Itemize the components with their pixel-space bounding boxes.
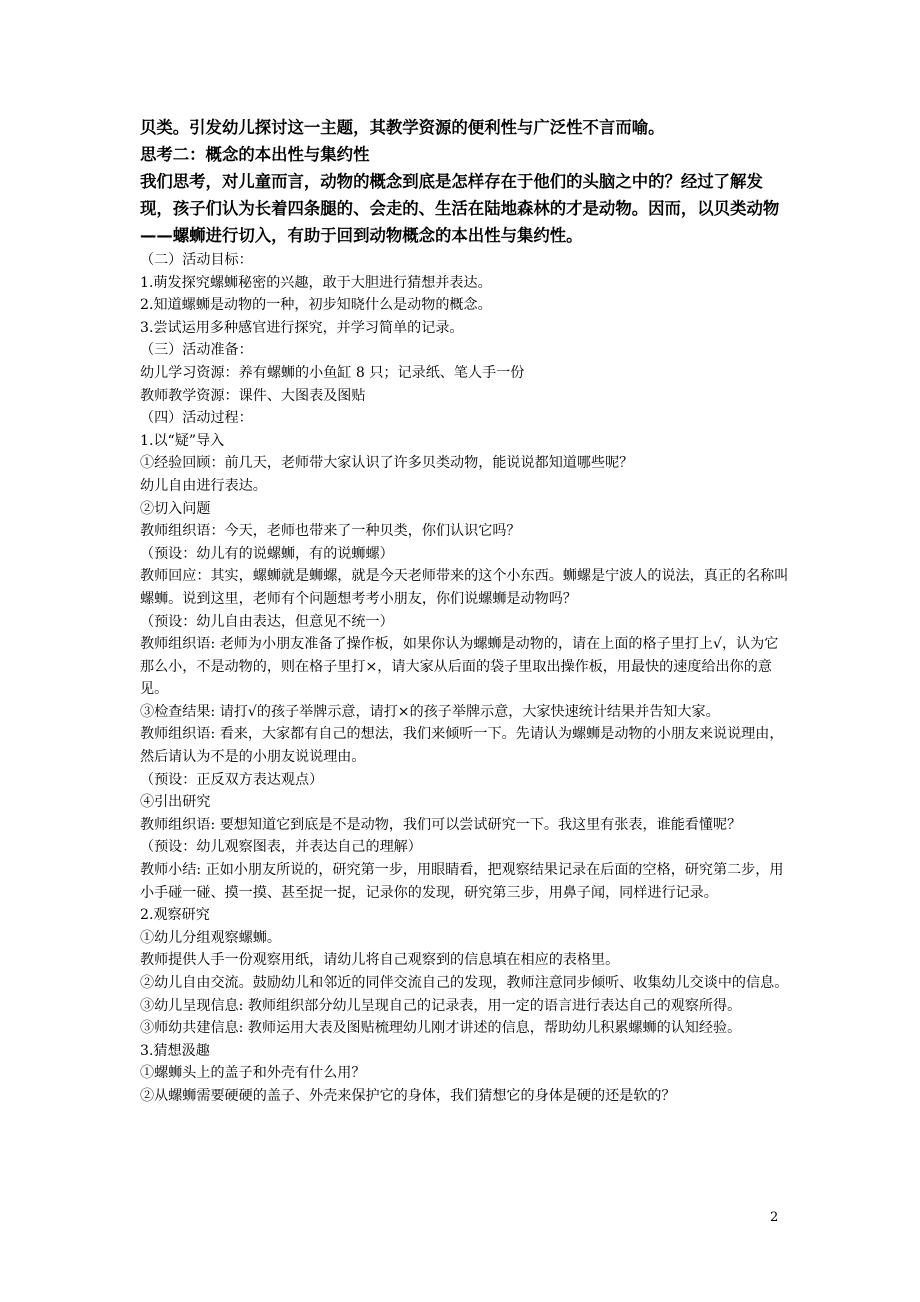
paragraph: 教师组织语: 要想知道它到底是不是动物，我们可以尝试研究一下。我这里有张表，谁能看懂呢？ [140, 816, 742, 833]
paragraph: 幼儿自由进行表达。 [140, 477, 267, 494]
page-number: 2 [770, 1210, 779, 1225]
paragraph: 教师小结: 正如小朋友所说的，研究第一步，用眼睛看，把观察结果记录在后面的空格，研究第二步，用小手碰一碰、摸一摸、甚至捉一捉，记录你的发现，研究第三步，用鼻子闻，同样进行记录。 [140, 862, 784, 901]
paragraph: 教师提供人手一份观察用纸，请幼儿将自己观察到的信息填在相应的表格里。 [140, 952, 620, 969]
paragraph: 教师组织语: 看来，大家都有自己的想法，我们来倾听一下。先请认为螺蛳是动物的小朋友来说说理由，然后请认为不是的小朋友说说理由。 [140, 726, 784, 766]
step-heading: 1.以“疑”导入 [140, 432, 225, 449]
page-content [140, 114, 792, 1108]
paragraph: ③幼儿呈现信息: 教师组织部分幼儿呈现自己的记录表，用一定的语言进行表达自己的观察所得。 [140, 997, 742, 1014]
section-heading: （二）活动目标： [140, 252, 253, 268]
paragraph: （预设：正反双方表达观点） [140, 771, 324, 788]
paragraph: 教师回应：其实，螺蛳就是蛳螺，就是今天老师带来的这个小东西。蛳螺是宁波人的说法，真正的名称叫螺蛳。说到这里，老师有个问题想考考小朋友，你们说螺蛳是动物吗？ [140, 568, 789, 607]
list-item: 3.尝试运用多种感官进行探究，并学习简单的记录。 [140, 319, 464, 336]
paragraph: ③师幼共建信息: 教师运用大表及图贴梳理幼儿刚才讲述的信息，帮助幼儿积累螺蛳的认知经验。 [140, 1020, 742, 1037]
list-item: 1.萌发探究螺蛳秘密的兴趣，敢于大胆进行猜想并表达。 [140, 274, 492, 291]
paragraph: ④引出研究 [140, 794, 211, 811]
paragraph: （预设：幼儿观察图表，并表达自己的理解） [140, 839, 422, 856]
paragraph: 教师组织语: 老师为小朋友准备了操作板，如果你认为螺蛳是动物的，请在上面的格子里打上√，认为它那么小，不是动物的，则在格子里打×，请大家从后面的袋子里取出操作板，用最快的速度给出你的意见。 [140, 636, 779, 698]
intro-line: 贝类。引发幼儿探讨这一主题，其教学资源的便利性与广泛性不言而喻。 [140, 118, 665, 137]
list-item: 2.知道螺蛳是动物的一种，初步知晓什么是动物的概念。 [140, 297, 492, 314]
section-heading: （三）活动准备： [140, 342, 253, 359]
paragraph: ①幼儿分组观察螺蛳。 [140, 929, 281, 946]
step-heading: 3.猜想汲趣 [140, 1042, 210, 1059]
paragraph: 幼儿学习资源：养有螺蛳的小鱼缸 8 只；记录纸、笔人手一份 [140, 364, 525, 381]
paragraph: 教师教学资源：课件、大图表及图贴 [140, 387, 366, 404]
paragraph: ①螺蛳头上的盖子和外壳有什么用？ [140, 1065, 366, 1082]
paragraph: ①经验回顾：前几天，老师带大家认识了许多贝类动物，能说说都知道哪些呢？ [140, 455, 634, 472]
paragraph: ③检查结果: 请打√的孩子举牌示意，请打×的孩子举牌示意，大家快速统计结果并告知大家。 [140, 703, 720, 720]
paragraph: ②从螺蛳需要硬硬的盖子、外壳来保护它的身体，我们猜想它的身体是硬的还是软的？ [140, 1087, 676, 1104]
paragraph: ②切入问题 [140, 500, 211, 517]
step-heading: 2.观察研究 [140, 907, 210, 924]
paragraph: （预设：幼儿自由表达，但意见不统一） [140, 613, 394, 630]
paragraph: 教师组织语：今天，老师也带来了一种贝类，你们认识它吗？ [140, 523, 521, 540]
body-text [140, 249, 792, 1108]
section-heading: （四）活动过程： [140, 410, 253, 427]
paragraph: ②幼儿自由交流。鼓励幼儿和邻近的同伴交流自己的发现，教师注意同步倾听、收集幼儿交谈中的信息。 [140, 975, 789, 991]
paragraph: （预设：幼儿有的说螺蛳，有的说蛳螺） [140, 545, 394, 562]
intro-paragraph: 我们思考，对儿童而言，动物的概念到底是怎样存在于他们的头脑之中的？经过了解发现，孩子们认为长着四条腿的、会走的、生活在陆地森林的才是动物。因而，以贝类动物——螺蛳进行切入，有助于回到动物概念的本出性与集约性。 [140, 172, 780, 245]
section-heading: 思考二：概念的本出性与集约性 [140, 145, 370, 164]
